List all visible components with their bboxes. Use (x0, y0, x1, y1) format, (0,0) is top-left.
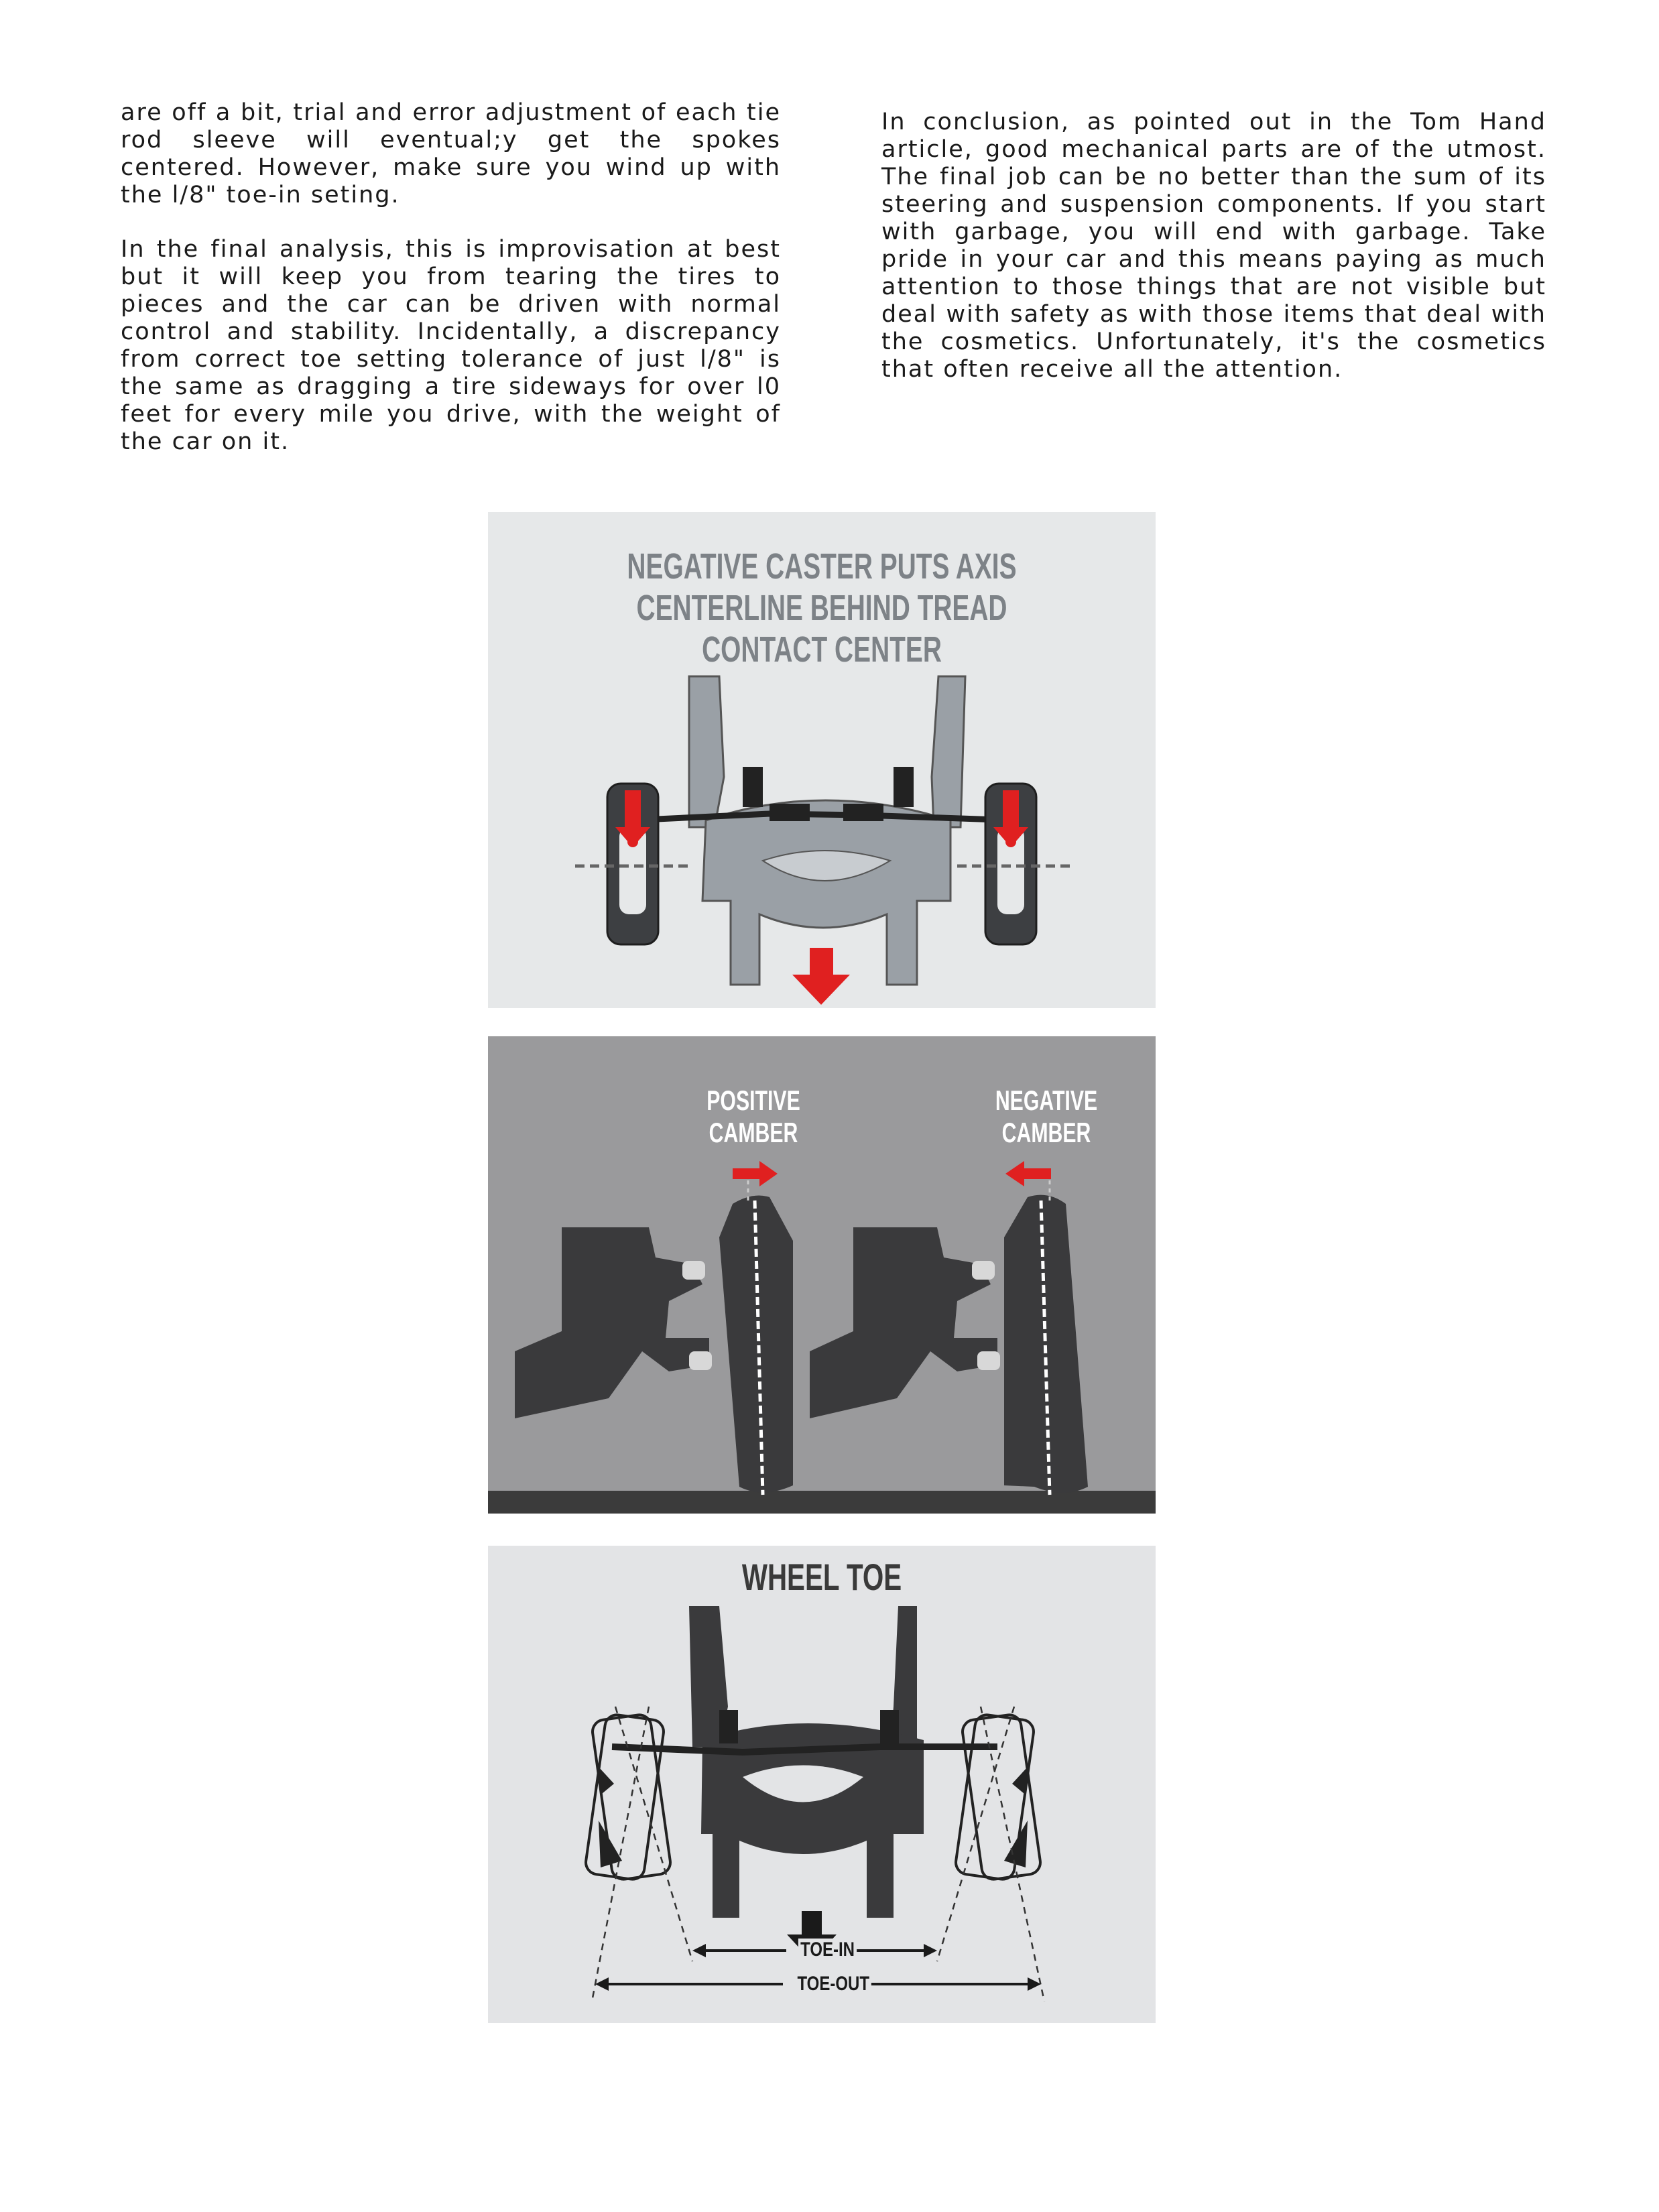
article-left-column (121, 99, 781, 483)
toe-out-label: TOE-OUT (795, 1973, 871, 1995)
caster-title: NEGATIVE CASTER PUTS AXIS CENTERLINE BEHIND TREAD CONTACT CENTER (627, 546, 1017, 670)
camber-figure (488, 1036, 1156, 1514)
paragraph: are off a bit, trial and error adjustment of each tie rod sleeve will eventual;y get the spokes centered. However, make sure you wind up with the l/8" toe-in seting. (121, 99, 781, 208)
positive-camber-label: POSITIVE CAMBER (706, 1085, 800, 1148)
article-right-column (881, 109, 1546, 410)
paragraph: In the final analysis, this is improvisation at best but it will keep you from tearing the tires to pieces and the car can be driven with normal control and stability. Incidentally, a discrepancy from correct toe setting tolerance of just l/8" is the same as dragging a tire sideways for over l0 feet for every mile you drive, with the weight of the car on it. (121, 236, 781, 455)
toe-figure (488, 1546, 1156, 2023)
toe-in-label: TOE-IN (798, 1939, 857, 1961)
paragraph: In conclusion, as pointed out in the Tom Hand article, good mechanical parts are of the utmost. The final job can be no better than the sum of its steering and suspension components. If you start with garbage, you will end with garbage. Take pride in your car and this means paying as much attention to those things that are not visible but deal with safety as with those items that deal with the cosmetics. Unfortunately, it's the cosmetics that often receive all the attention. (881, 109, 1546, 383)
negative-camber-label: NEGATIVE CAMBER (995, 1085, 1098, 1148)
toe-title: WHEEL TOE (741, 1556, 902, 1598)
caster-figure (488, 512, 1156, 1008)
